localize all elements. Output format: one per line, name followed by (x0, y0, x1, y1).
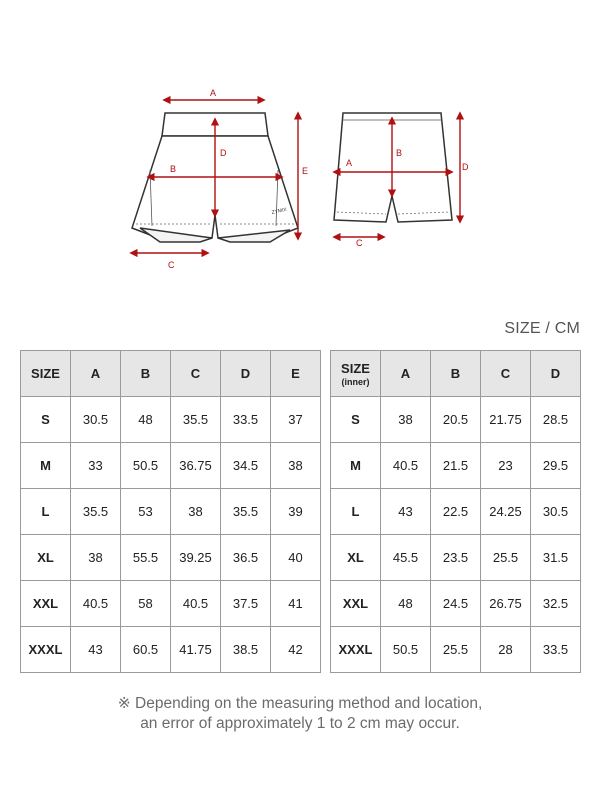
outer-value-cell: 36.5 (221, 535, 271, 581)
outer-row (21, 627, 321, 673)
outer-header-c: C (171, 351, 221, 397)
inner-value-cell: 21.5 (431, 443, 481, 489)
outer-value-cell: 55.5 (121, 535, 171, 581)
outer-header-e: E (271, 351, 321, 397)
inner-header-c: C (481, 351, 531, 397)
inner-value-cell: 22.5 (431, 489, 481, 535)
inner-header-b: B (431, 351, 481, 397)
inner-size-cell: M (331, 443, 381, 489)
inner-label-c: C (356, 238, 363, 248)
outer-size-cell: L (21, 489, 71, 535)
inner-size-cell: XXL (331, 581, 381, 627)
inner-value-cell: 28.5 (531, 397, 581, 443)
outer-value-cell: 35.5 (171, 397, 221, 443)
inner-row (331, 581, 581, 627)
outer-value-cell: 40.5 (71, 581, 121, 627)
outer-size-table (20, 350, 321, 673)
outer-label-c: C (168, 260, 175, 270)
inner-row (331, 443, 581, 489)
outer-value-cell: 38 (271, 443, 321, 489)
outer-size-cell: XL (21, 535, 71, 581)
outer-size-cell: XXXL (21, 627, 71, 673)
outer-measure-c (131, 253, 208, 270)
outer-header-b: B (121, 351, 171, 397)
outer-value-cell: 38 (71, 535, 121, 581)
note-line-2: an error of approximately 1 to 2 cm may occur. (140, 715, 460, 732)
inner-value-cell: 38 (381, 397, 431, 443)
outer-header-row (21, 351, 321, 397)
outer-value-cell: 36.75 (171, 443, 221, 489)
inner-label-a: A (346, 158, 353, 168)
outer-row (21, 489, 321, 535)
inner-value-cell: 40.5 (381, 443, 431, 489)
outer-row (21, 581, 321, 627)
inner-value-cell: 24.5 (431, 581, 481, 627)
inner-value-cell: 30.5 (531, 489, 581, 535)
inner-size-cell: XL (331, 535, 381, 581)
outer-value-cell: 48 (121, 397, 171, 443)
outer-value-cell: 34.5 (221, 443, 271, 489)
inner-row (331, 535, 581, 581)
svg-text:ZYMIX: ZYMIX (271, 206, 288, 216)
inner-value-cell: 31.5 (531, 535, 581, 581)
inner-measure-d (460, 113, 469, 222)
outer-value-cell: 41.75 (171, 627, 221, 673)
note-line-1: ※ Depending on the measuring method and location, (117, 695, 483, 712)
inner-header-d: D (531, 351, 581, 397)
outer-value-cell: 33.5 (221, 397, 271, 443)
inner-size-cell: XXXL (331, 627, 381, 673)
inner-value-cell: 24.25 (481, 489, 531, 535)
outer-label-e: E (302, 166, 309, 176)
inner-value-cell: 33.5 (531, 627, 581, 673)
inner-header-row (331, 351, 581, 397)
inner-value-cell: 25.5 (431, 627, 481, 673)
inner-size-table (330, 350, 581, 673)
outer-row (21, 535, 321, 581)
inner-value-cell: 29.5 (531, 443, 581, 489)
inner-header-size (331, 351, 381, 397)
outer-value-cell: 30.5 (71, 397, 121, 443)
outer-value-cell: 42 (271, 627, 321, 673)
inner-size-cell: S (331, 397, 381, 443)
inner-header-size-label: SIZE (341, 360, 370, 376)
outer-row (21, 397, 321, 443)
inner-label-d: D (462, 162, 469, 172)
outer-label-b: B (170, 164, 177, 174)
outer-label-a: A (210, 88, 217, 98)
inner-value-cell: 20.5 (431, 397, 481, 443)
outer-value-cell: 41 (271, 581, 321, 627)
outer-value-cell: 37.5 (221, 581, 271, 627)
outer-value-cell: 43 (71, 627, 121, 673)
inner-value-cell: 45.5 (381, 535, 431, 581)
outer-size-cell: XXL (21, 581, 71, 627)
outer-size-cell: M (21, 443, 71, 489)
inner-value-cell: 50.5 (381, 627, 431, 673)
unit-label: SIZE / CM (504, 320, 580, 337)
inner-value-cell: 48 (381, 581, 431, 627)
inner-header-a: A (381, 351, 431, 397)
outer-value-cell: 39 (271, 489, 321, 535)
inner-row (331, 489, 581, 535)
outer-header-size: SIZE (21, 351, 71, 397)
inner-value-cell: 32.5 (531, 581, 581, 627)
outer-measure-a (164, 88, 264, 100)
outer-value-cell: 40.5 (171, 581, 221, 627)
inner-size-cell: L (331, 489, 381, 535)
inner-label-b: B (396, 148, 403, 158)
inner-header-size-sub: (inner) (341, 376, 370, 387)
outer-value-cell: 50.5 (121, 443, 171, 489)
inner-value-cell: 23.5 (431, 535, 481, 581)
outer-value-cell: 39.25 (171, 535, 221, 581)
measurement-note (0, 694, 600, 734)
outer-value-cell: 33 (71, 443, 121, 489)
outer-value-cell: 35.5 (221, 489, 271, 535)
outer-value-cell: 38.5 (221, 627, 271, 673)
outer-value-cell: 60.5 (121, 627, 171, 673)
outer-value-cell: 37 (271, 397, 321, 443)
inner-value-cell: 43 (381, 489, 431, 535)
inner-row (331, 397, 581, 443)
inner-value-cell: 25.5 (481, 535, 531, 581)
inner-value-cell: 26.75 (481, 581, 531, 627)
outer-header-d: D (221, 351, 271, 397)
inner-value-cell: 28 (481, 627, 531, 673)
outer-header-a: A (71, 351, 121, 397)
outer-row (21, 443, 321, 489)
outer-value-cell: 35.5 (71, 489, 121, 535)
inner-value-cell: 21.75 (481, 397, 531, 443)
inner-measure-c (334, 237, 384, 248)
outer-value-cell: 58 (121, 581, 171, 627)
outer-value-cell: 40 (271, 535, 321, 581)
outer-size-cell: S (21, 397, 71, 443)
outer-value-cell: 38 (171, 489, 221, 535)
outer-label-d: D (220, 148, 227, 158)
size-diagrams (0, 0, 600, 290)
outer-value-cell: 53 (121, 489, 171, 535)
outer-measure-e (298, 113, 308, 239)
inner-value-cell: 23 (481, 443, 531, 489)
inner-row (331, 627, 581, 673)
